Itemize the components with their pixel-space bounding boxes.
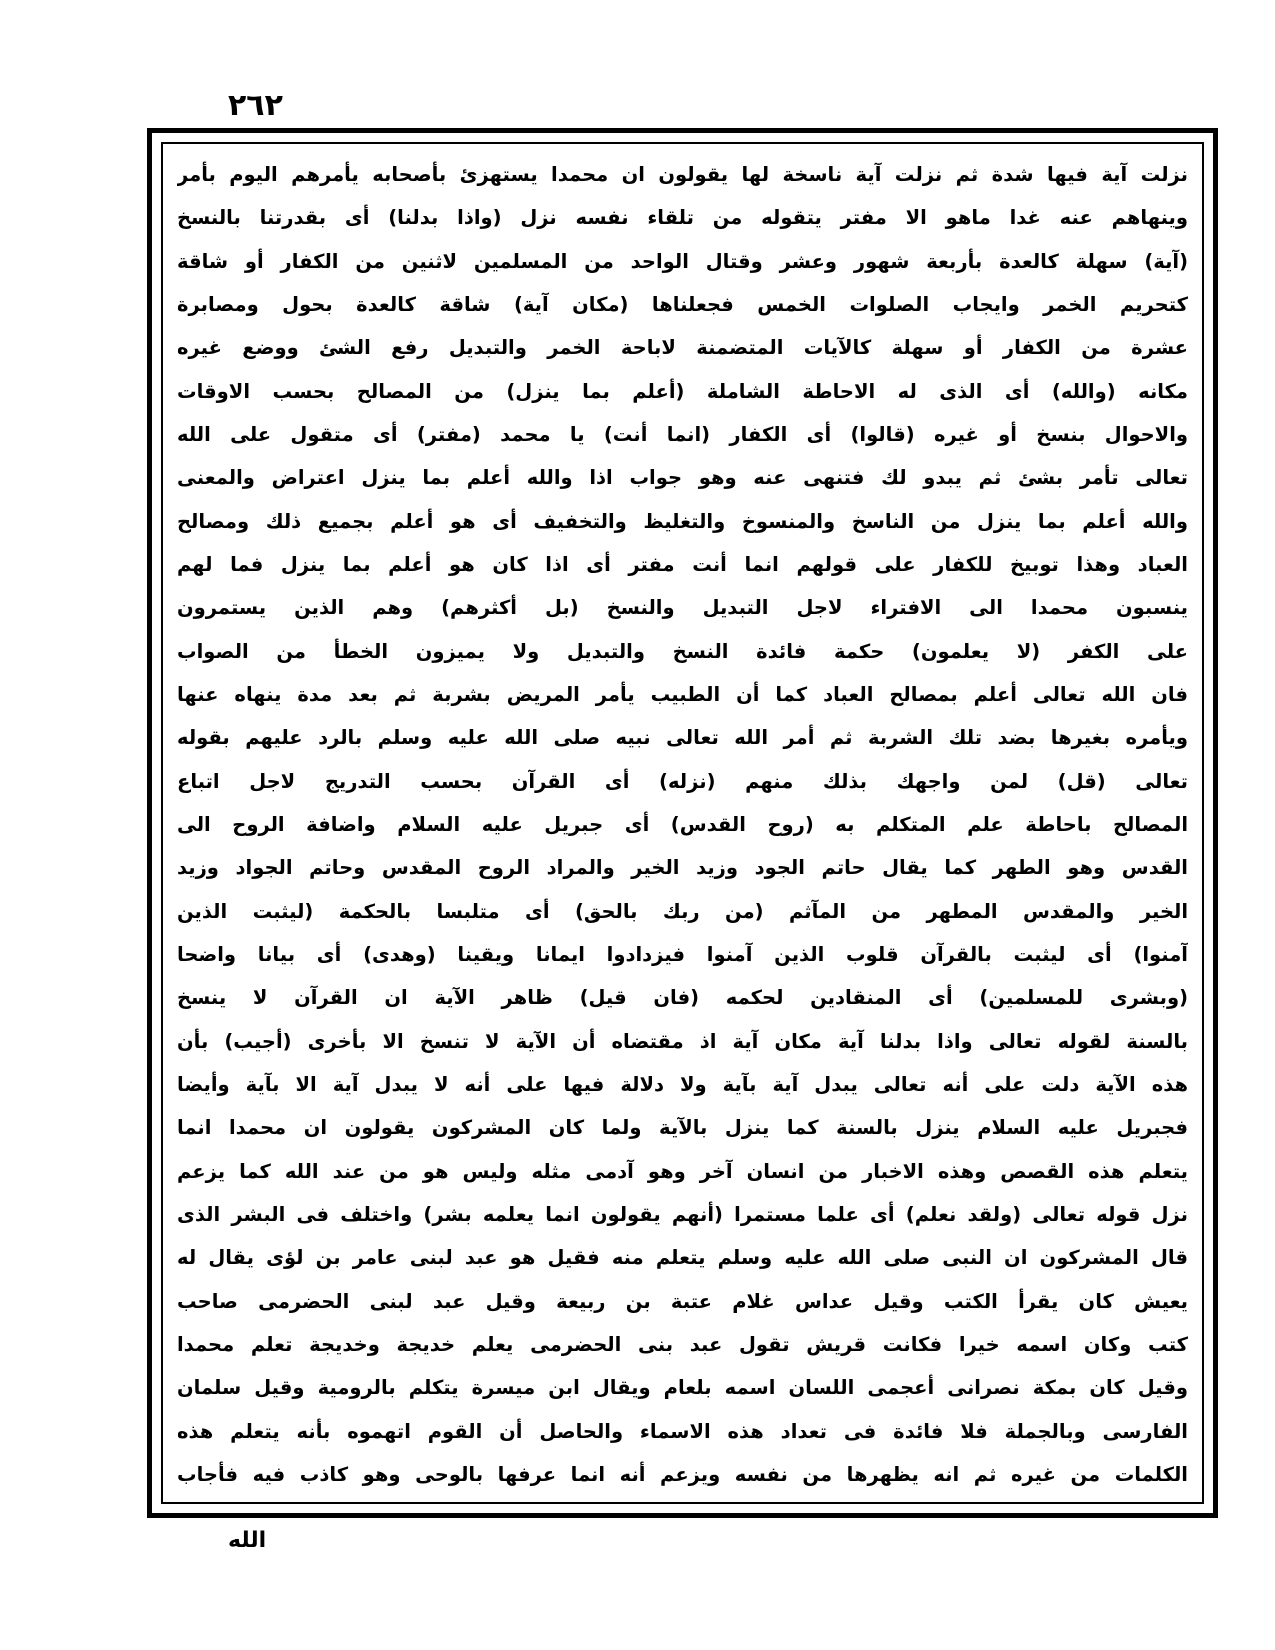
page-number: ٢٦٢ bbox=[228, 88, 283, 123]
text-line: القدس وهو الطهر كما يقال حاتم الجود وزيد الخير والمراد الروح المقدس وحاتم الجواد وزيد bbox=[177, 856, 1188, 880]
text-line: الفارسى وبالجملة فلا فائدة فى تعداد هذه الاسماء والحاصل أن القوم اتهموه بأنه يتعلم هذه bbox=[177, 1419, 1188, 1443]
text-line: الكلمات من غيره ثم انه يظهرها من نفسه ويزعم أنه انما عرفها بالوحى وهو كاذب فيه فأجاب bbox=[177, 1462, 1188, 1486]
text-line: قال المشركون ان النبى صلى الله عليه وسلم يتعلم منه فقيل هو عبد لبنى عامر بن لؤى يقال له bbox=[177, 1246, 1188, 1270]
text-line: عشرة من الكفار أو سهلة كالآيات المتضمنة لاباحة الخمر والتبديل رفع الشئ ووضع غيره bbox=[177, 336, 1188, 360]
text-line: المصالح باحاطة علم المتكلم به (روح القدس) أى جبريل عليه السلام واضافة الروح الى bbox=[177, 812, 1188, 836]
text-line: (وبشرى للمسلمين) أى المنقادين لحكمه (فان قيل) ظاهر الآية ان القرآن لا ينسخ bbox=[177, 986, 1188, 1010]
main-text bbox=[177, 156, 1188, 1494]
text-line: على الكفر (لا يعلمون) حكمة فائدة النسخ والتبديل ولا يميزون الخطأ من الصواب bbox=[177, 639, 1188, 663]
text-line: يتعلم هذه القصص وهذه الاخبار من انسان آخر وهو آدمى مثله وليس هو من عند الله كما يزعم bbox=[177, 1159, 1188, 1183]
text-line: تعالى (قل) لمن واجهك بذلك منهم (نزله) أى القرآن بحسب التدريج لاجل اتباع bbox=[177, 769, 1188, 793]
catchword: الله bbox=[228, 1528, 267, 1553]
text-line: ويأمره بغيرها بضد تلك الشربة ثم أمر الله تعالى نبيه صلى الله عليه وسلم بالرد عليهم بقوله bbox=[177, 726, 1188, 750]
text-line: وقيل كان بمكة نصرانى أعجمى اللسان اسمه بلعام ويقال ابن ميسرة يتكلم بالرومية وقيل سلمان bbox=[177, 1376, 1188, 1400]
text-line: يعيش كان يقرأ الكتب وقيل عداس غلام عتبة بن ربيعة وقيل عبد لبنى الحضرمى صاحب bbox=[177, 1289, 1188, 1313]
text-line: بالسنة لقوله تعالى واذا بدلنا آية مكان آية اذ مقتضاه أن الآية لا تنسخ الا بأخرى (أجيب) بأن bbox=[177, 1029, 1188, 1053]
text-line: (آية) سهلة كالعدة بأربعة شهور وعشر وقتال الواحد من المسلمين لاثنين من الكفار أو شاقة bbox=[177, 249, 1188, 273]
text-line: العباد وهذا توبيخ للكفار على قولهم انما أنت مفتر أى اذا كان هو أعلم بما ينزل فما لهم bbox=[177, 552, 1188, 576]
text-line: مكانه (والله) أى الذى له الاحاطة الشاملة (أعلم بما ينزل) من المصالح بحسب الاوقات bbox=[177, 379, 1188, 403]
text-line: الخير والمقدس المطهر من المآثم (من ربك بالحق) أى متلبسا بالحكمة (ليثبت الذين bbox=[177, 899, 1188, 923]
text-line: والله أعلم بما ينزل من الناسخ والمنسوخ والتغليظ والتخفيف أى هو أعلم بجميع ذلك ومصالح bbox=[177, 509, 1188, 533]
text-line: كتب وكان اسمه خيرا فكانت قريش تقول عبد بنى الحضرمى يعلم خديجة وخديجة تعلم محمدا bbox=[177, 1332, 1188, 1356]
text-line: كتحريم الخمر وايجاب الصلوات الخمس فجعلناها (مكان آية) شاقة كالعدة بحول ومصابرة bbox=[177, 292, 1188, 316]
text-line: نزل قوله تعالى (ولقد نعلم) أى علما مستمرا (أنهم يقولون انما يعلمه بشر) واختلف فى البشر الذى bbox=[177, 1202, 1188, 1226]
text-line: آمنوا) أى ليثبت بالقرآن قلوب الذين آمنوا فيزدادوا ايمانا ويقينا (وهدى) أى بيانا واضحا bbox=[177, 942, 1188, 966]
text-line: هذه الآية دلت على أنه تعالى يبدل آية بآية ولا دلالة فيها على أنه لا يبدل آية الا بآية وأيضا bbox=[177, 1072, 1188, 1096]
text-line: والاحوال بنسخ أو غيره (قالوا) أى الكفار (انما أنت) يا محمد (مفتر) أى متقول على الله bbox=[177, 422, 1188, 446]
text-line: نزلت آية فيها شدة ثم نزلت آية ناسخة لها يقولون ان محمدا يستهزئ بأصحابه يأمرهم اليوم بأمر bbox=[177, 163, 1188, 186]
text-line: فان الله تعالى أعلم بمصالح العباد كما أن الطبيب يأمر المريض بشربة ثم بعد مدة ينهاه عنها bbox=[177, 682, 1188, 706]
page-frame bbox=[147, 128, 1218, 1518]
text-line: فجبريل عليه السلام ينزل بالسنة كما ينزل بالآية ولما كان المشركون يقولون ان محمدا انما bbox=[177, 1116, 1188, 1140]
text-line: تعالى تأمر بشئ ثم يبدو لك فتنهى عنه وهو جواب اذا والله أعلم بما ينزل اعتراض والمعنى bbox=[177, 466, 1188, 490]
text-line: ينسبون محمدا الى الافتراء لاجل التبديل والنسخ (بل أكثرهم) وهم الذين يستمرون bbox=[177, 596, 1188, 620]
page-frame-inner bbox=[161, 142, 1204, 1504]
text-line: وينهاهم عنه غدا ماهو الا مفتر يتقوله من تلقاء نفسه نزل (واذا بدلنا) أى بقدرتنا بالنسخ bbox=[177, 206, 1188, 230]
